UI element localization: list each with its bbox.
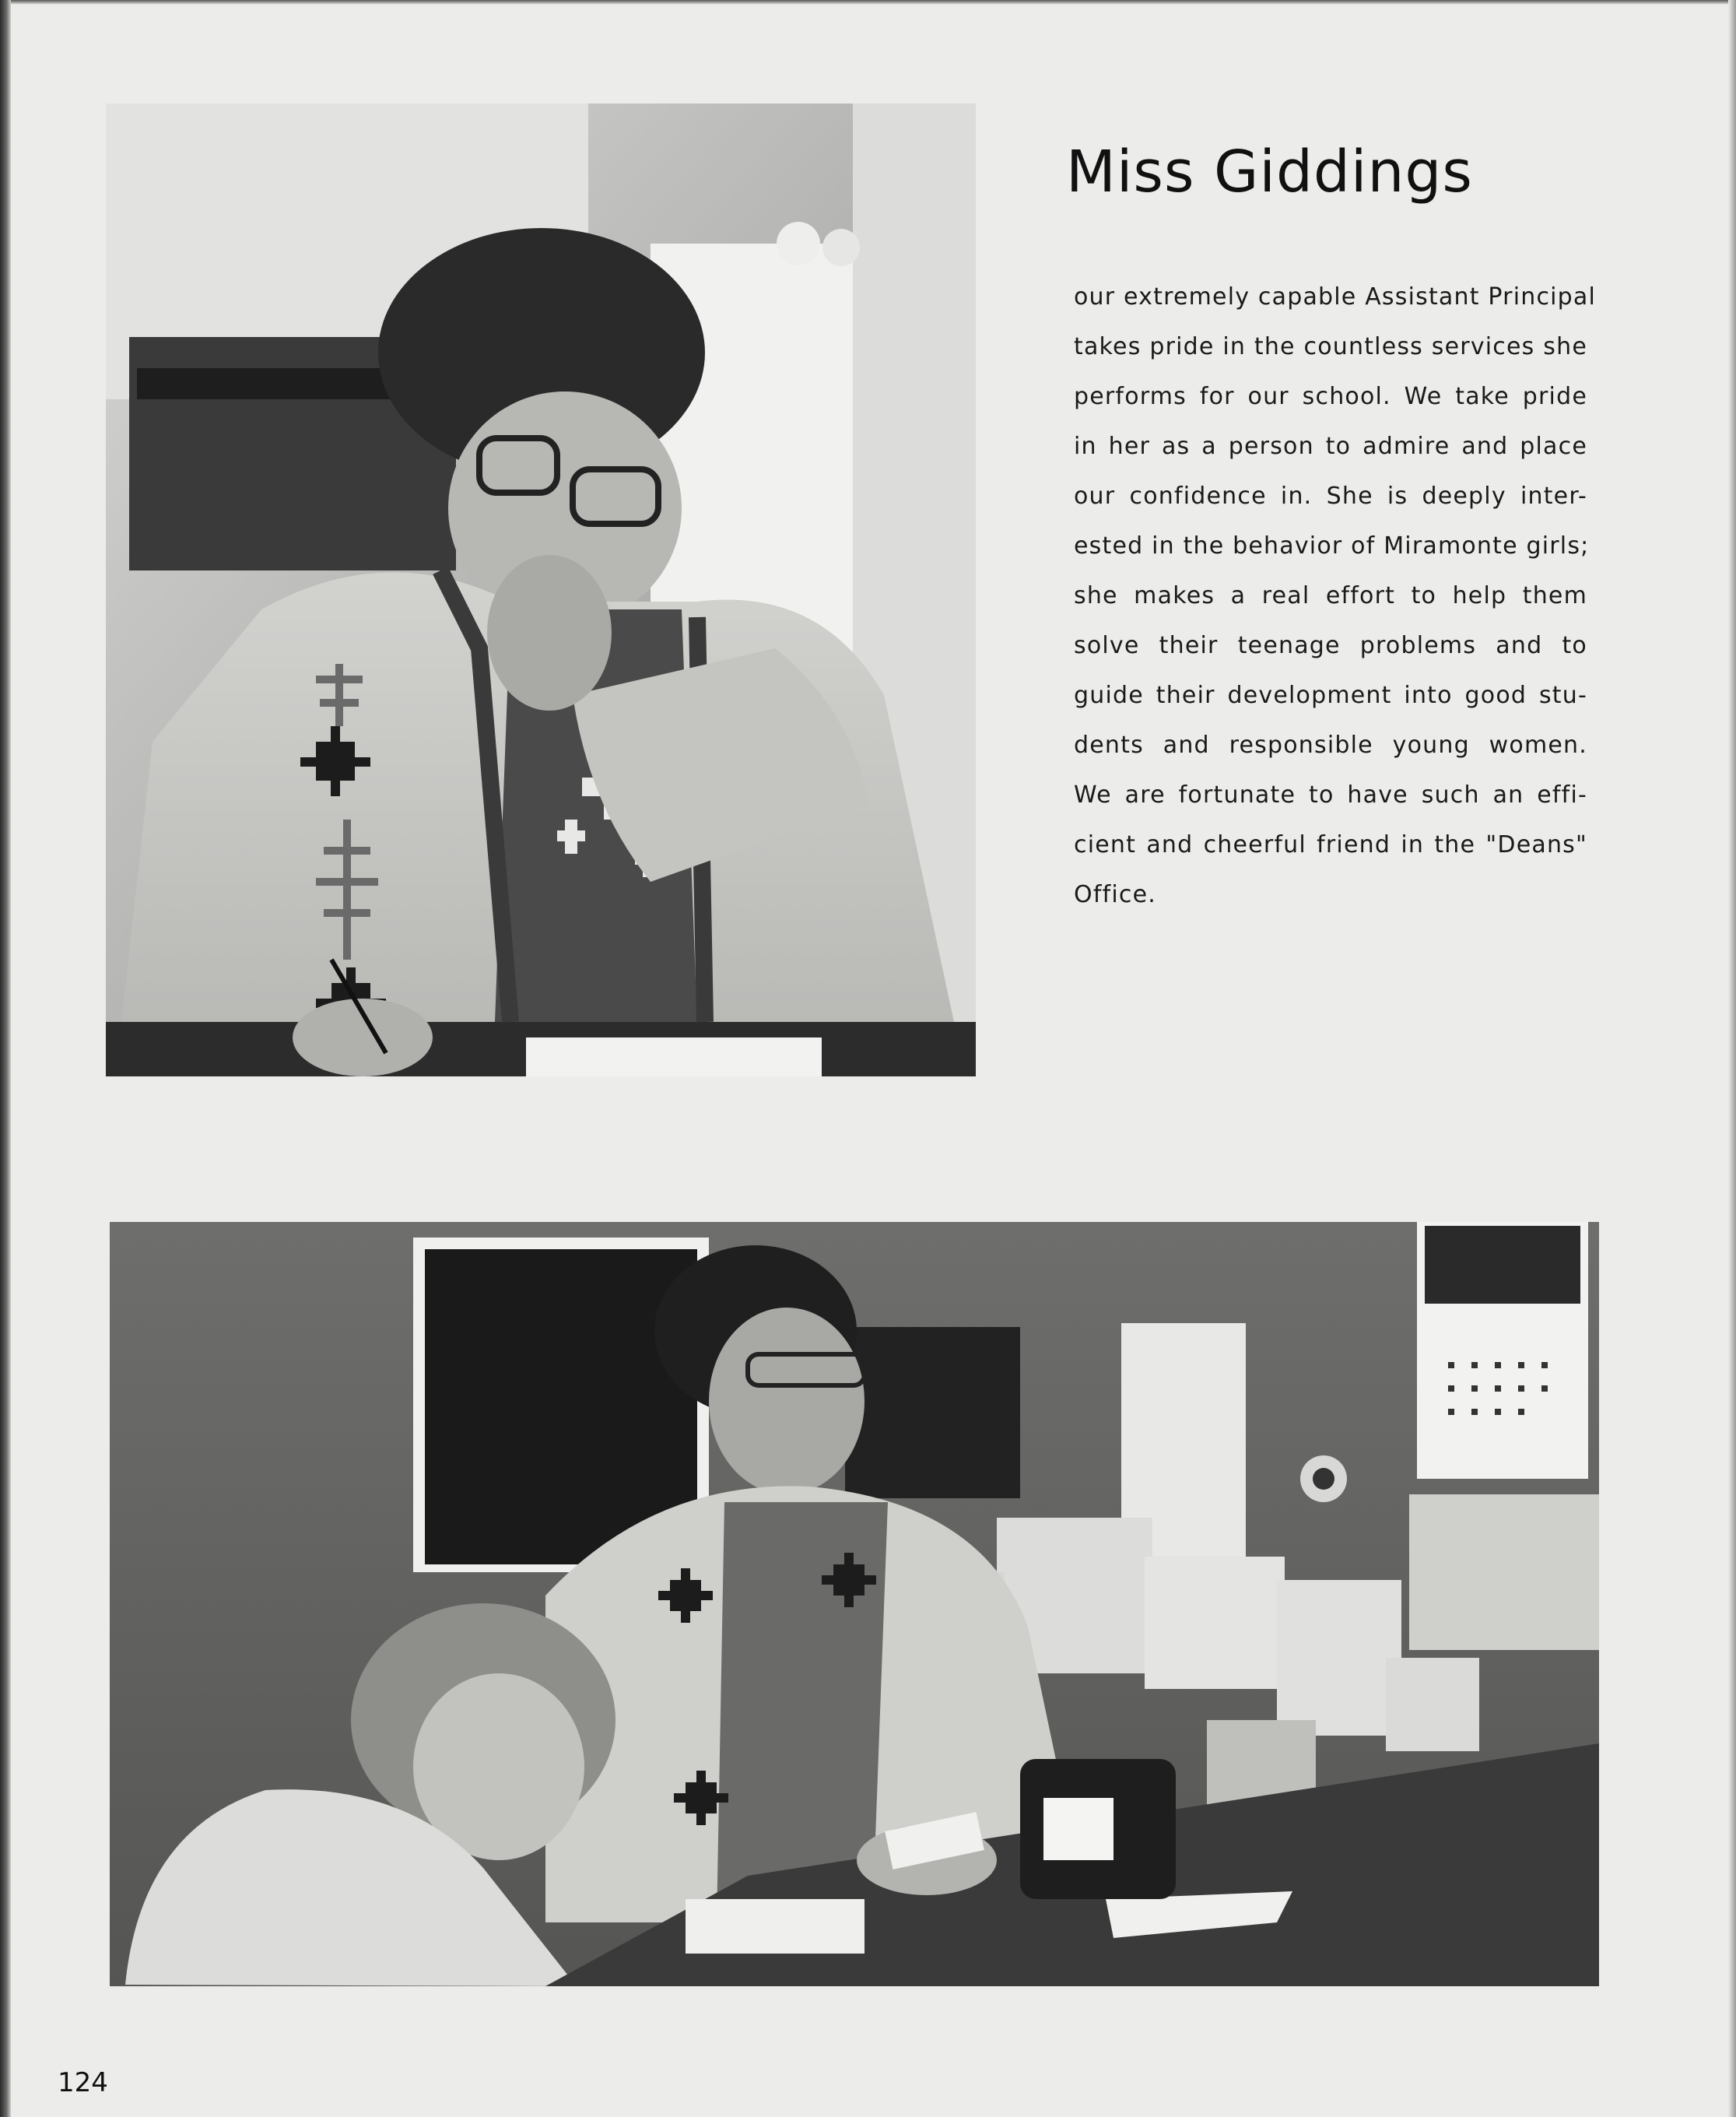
body-line: cient and cheerful friend in the "Deans" bbox=[1074, 831, 1587, 858]
portrait-photo-image bbox=[106, 104, 976, 1076]
page-number: 124 bbox=[58, 2067, 108, 2098]
page-edge-top bbox=[0, 0, 1736, 5]
body-line: dents and responsible young women. bbox=[1074, 732, 1587, 759]
body-line: our confidence in. She is deeply inter- bbox=[1074, 483, 1587, 510]
body-line: she makes a real effort to help them bbox=[1074, 582, 1587, 609]
office-photo bbox=[110, 1222, 1599, 1986]
body-line: in her as a person to admire and place bbox=[1074, 433, 1587, 460]
body-line: guide their development into good stu- bbox=[1074, 682, 1587, 709]
page-title: Miss Giddings bbox=[1066, 139, 1473, 205]
body-line: our extremely capable Assistant Principal bbox=[1074, 283, 1597, 311]
page-edge-right bbox=[1728, 0, 1736, 2117]
portrait-photo bbox=[106, 104, 976, 1076]
office-photo-image bbox=[110, 1222, 1599, 1986]
body-line: We are fortunate to have such an effi- bbox=[1074, 781, 1587, 809]
body-line: Office. bbox=[1074, 881, 1156, 908]
body-line: ested in the behavior of Miramonte girls; bbox=[1074, 532, 1590, 560]
body-line: takes pride in the countless services she bbox=[1074, 333, 1587, 360]
body-paragraph bbox=[1074, 272, 1597, 920]
body-line: solve their teenage problems and to bbox=[1074, 632, 1587, 659]
body-line: performs for our school. We take pride bbox=[1074, 383, 1587, 410]
page-binding-edge bbox=[0, 0, 11, 2117]
